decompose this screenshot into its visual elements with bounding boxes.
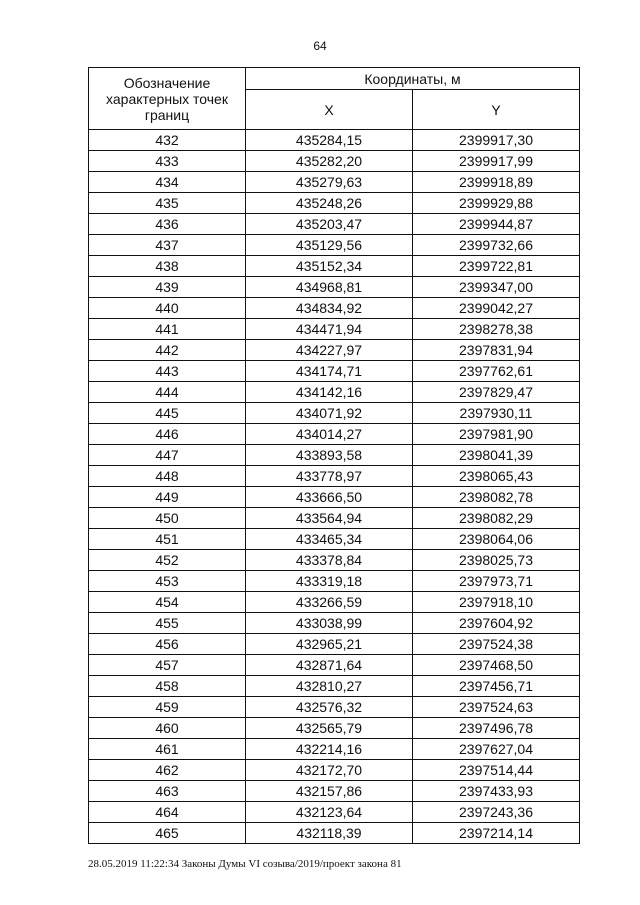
y-coordinate-cell: 2398065,43 [413, 466, 580, 487]
point-id-cell: 433 [89, 151, 246, 172]
x-coordinate-cell: 433778,97 [246, 466, 413, 487]
header-coordinates: Координаты, м [246, 68, 580, 90]
table-row [89, 655, 580, 676]
point-id-cell: 460 [89, 718, 246, 739]
y-coordinate-cell: 2397973,71 [413, 571, 580, 592]
x-coordinate-cell: 432123,64 [246, 802, 413, 823]
x-coordinate-cell: 432965,21 [246, 634, 413, 655]
y-coordinate-cell: 2398041,39 [413, 445, 580, 466]
table-header [89, 68, 580, 130]
coordinates-table [88, 67, 580, 844]
point-id-cell: 457 [89, 655, 246, 676]
point-id-cell: 446 [89, 424, 246, 445]
x-coordinate-cell: 432565,79 [246, 718, 413, 739]
table-row [89, 172, 580, 193]
y-coordinate-cell: 2399042,27 [413, 298, 580, 319]
x-coordinate-cell: 435248,26 [246, 193, 413, 214]
y-coordinate-cell: 2397930,11 [413, 403, 580, 424]
table-row [89, 424, 580, 445]
x-coordinate-cell: 433319,18 [246, 571, 413, 592]
y-coordinate-cell: 2397981,90 [413, 424, 580, 445]
point-id-cell: 449 [89, 487, 246, 508]
y-coordinate-cell: 2398082,29 [413, 508, 580, 529]
table-row [89, 592, 580, 613]
table-row [89, 802, 580, 823]
y-coordinate-cell: 2399732,66 [413, 235, 580, 256]
x-coordinate-cell: 433666,50 [246, 487, 413, 508]
point-id-cell: 435 [89, 193, 246, 214]
point-id-cell: 444 [89, 382, 246, 403]
table-row [89, 697, 580, 718]
point-id-cell: 452 [89, 550, 246, 571]
x-coordinate-cell: 432157,86 [246, 781, 413, 802]
table-row [89, 193, 580, 214]
x-coordinate-cell: 434834,92 [246, 298, 413, 319]
point-id-cell: 451 [89, 529, 246, 550]
table-row [89, 676, 580, 697]
x-coordinate-cell: 435129,56 [246, 235, 413, 256]
table-row [89, 781, 580, 802]
y-coordinate-cell: 2397604,92 [413, 613, 580, 634]
x-coordinate-cell: 435152,34 [246, 256, 413, 277]
point-id-cell: 432 [89, 130, 246, 151]
x-coordinate-cell: 433564,94 [246, 508, 413, 529]
point-id-cell: 450 [89, 508, 246, 529]
point-id-cell: 458 [89, 676, 246, 697]
x-coordinate-cell: 433266,59 [246, 592, 413, 613]
y-coordinate-cell: 2399917,99 [413, 151, 580, 172]
point-id-cell: 438 [89, 256, 246, 277]
y-coordinate-cell: 2398064,06 [413, 529, 580, 550]
table-row [89, 571, 580, 592]
point-id-cell: 443 [89, 361, 246, 382]
page-number: 64 [313, 39, 327, 53]
table-body [89, 130, 580, 844]
x-coordinate-cell: 433465,34 [246, 529, 413, 550]
point-id-cell: 456 [89, 634, 246, 655]
table-row [89, 319, 580, 340]
table-row [89, 298, 580, 319]
table-row [89, 445, 580, 466]
point-id-cell: 454 [89, 592, 246, 613]
point-id-cell: 445 [89, 403, 246, 424]
point-id-cell: 453 [89, 571, 246, 592]
table-row [89, 361, 580, 382]
table-row [89, 718, 580, 739]
table-row [89, 739, 580, 760]
x-coordinate-cell: 435284,15 [246, 130, 413, 151]
x-coordinate-cell: 434968,81 [246, 277, 413, 298]
y-coordinate-cell: 2397762,61 [413, 361, 580, 382]
table-row [89, 760, 580, 781]
point-id-cell: 463 [89, 781, 246, 802]
y-coordinate-cell: 2397456,71 [413, 676, 580, 697]
x-coordinate-cell: 434014,27 [246, 424, 413, 445]
x-coordinate-cell: 433038,99 [246, 613, 413, 634]
x-coordinate-cell: 433893,58 [246, 445, 413, 466]
table-row [89, 466, 580, 487]
table-row [89, 340, 580, 361]
header-designation: Обозначение характерных точек границ [89, 68, 246, 130]
x-coordinate-cell: 432871,64 [246, 655, 413, 676]
y-coordinate-cell: 2397627,04 [413, 739, 580, 760]
y-coordinate-cell: 2399929,88 [413, 193, 580, 214]
table-row [89, 550, 580, 571]
y-coordinate-cell: 2397918,10 [413, 592, 580, 613]
point-id-cell: 442 [89, 340, 246, 361]
header-y: Y [413, 90, 580, 130]
point-id-cell: 464 [89, 802, 246, 823]
y-coordinate-cell: 2397433,93 [413, 781, 580, 802]
y-coordinate-cell: 2399918,89 [413, 172, 580, 193]
point-id-cell: 439 [89, 277, 246, 298]
point-id-cell: 447 [89, 445, 246, 466]
table-row [89, 382, 580, 403]
y-coordinate-cell: 2397468,50 [413, 655, 580, 676]
point-id-cell: 434 [89, 172, 246, 193]
x-coordinate-cell: 432118,39 [246, 823, 413, 844]
table-row [89, 823, 580, 844]
x-coordinate-cell: 432214,16 [246, 739, 413, 760]
table-row [89, 508, 580, 529]
y-coordinate-cell: 2397243,36 [413, 802, 580, 823]
point-id-cell: 437 [89, 235, 246, 256]
y-coordinate-cell: 2399944,87 [413, 214, 580, 235]
x-coordinate-cell: 432810,27 [246, 676, 413, 697]
table-row [89, 277, 580, 298]
y-coordinate-cell: 2398025,73 [413, 550, 580, 571]
table-row [89, 214, 580, 235]
point-id-cell: 448 [89, 466, 246, 487]
point-id-cell: 455 [89, 613, 246, 634]
table-row [89, 235, 580, 256]
x-coordinate-cell: 432172,70 [246, 760, 413, 781]
footer-stamp: 28.05.2019 11:22:34 Законы Думы VI созыва/2019/проект закона 81 [88, 858, 402, 870]
x-coordinate-cell: 434071,92 [246, 403, 413, 424]
x-coordinate-cell: 434174,71 [246, 361, 413, 382]
point-id-cell: 459 [89, 697, 246, 718]
table-row [89, 487, 580, 508]
point-id-cell: 441 [89, 319, 246, 340]
point-id-cell: 436 [89, 214, 246, 235]
y-coordinate-cell: 2397514,44 [413, 760, 580, 781]
table-row [89, 634, 580, 655]
x-coordinate-cell: 435282,20 [246, 151, 413, 172]
y-coordinate-cell: 2398082,78 [413, 487, 580, 508]
y-coordinate-cell: 2399347,00 [413, 277, 580, 298]
header-x: X [246, 90, 413, 130]
table-row [89, 529, 580, 550]
y-coordinate-cell: 2397829,47 [413, 382, 580, 403]
x-coordinate-cell: 434142,16 [246, 382, 413, 403]
y-coordinate-cell: 2397524,38 [413, 634, 580, 655]
y-coordinate-cell: 2397496,78 [413, 718, 580, 739]
y-coordinate-cell: 2397831,94 [413, 340, 580, 361]
y-coordinate-cell: 2398278,38 [413, 319, 580, 340]
x-coordinate-cell: 432576,32 [246, 697, 413, 718]
point-id-cell: 462 [89, 760, 246, 781]
table-row [89, 403, 580, 424]
x-coordinate-cell: 433378,84 [246, 550, 413, 571]
y-coordinate-cell: 2399722,81 [413, 256, 580, 277]
table-row [89, 151, 580, 172]
x-coordinate-cell: 434471,94 [246, 319, 413, 340]
y-coordinate-cell: 2397214,14 [413, 823, 580, 844]
x-coordinate-cell: 434227,97 [246, 340, 413, 361]
y-coordinate-cell: 2399917,30 [413, 130, 580, 151]
table-row [89, 256, 580, 277]
x-coordinate-cell: 435279,63 [246, 172, 413, 193]
point-id-cell: 461 [89, 739, 246, 760]
y-coordinate-cell: 2397524,63 [413, 697, 580, 718]
table-row [89, 613, 580, 634]
point-id-cell: 440 [89, 298, 246, 319]
point-id-cell: 465 [89, 823, 246, 844]
x-coordinate-cell: 435203,47 [246, 214, 413, 235]
table-row [89, 130, 580, 151]
